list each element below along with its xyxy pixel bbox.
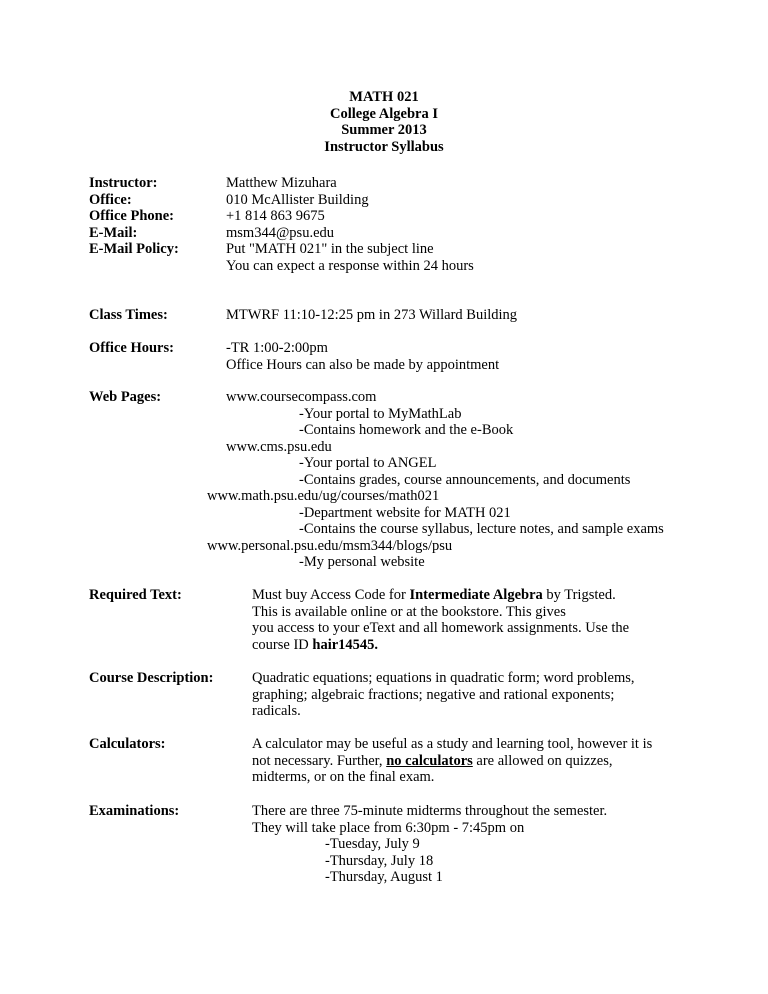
web-page-note: -Department website for MATH 021 [299,504,511,521]
email-policy-line-1: Put "MATH 021" in the subject line [226,241,434,257]
course-description-line: graphing; algebraic fractions; negative and rational exponents; [252,686,615,703]
course-code: MATH 021 [349,89,419,105]
web-page-url: www.coursecompass.com [226,389,377,405]
course-title: College Algebra I [330,105,438,122]
exam-date: -Thursday, July 18 [325,852,434,869]
office-hours-label: Office Hours: [89,340,174,356]
web-page-note: -My personal website [299,554,425,570]
contact-values [226,175,474,274]
web-page-note: -Contains homework and the e-Book [299,422,514,438]
email-policy-line-2: You can expect a response within 24 hours [226,257,474,274]
course-description-line: radicals. [252,703,301,719]
office-hours-line-1: -TR 1:00-2:00pm [226,340,328,356]
email-address: msm344@psu.edu [226,224,335,241]
document-title: Instructor Syllabus [324,138,444,155]
course-id: hair14545. [312,636,379,653]
exam-date: -Tuesday, July 9 [325,836,420,852]
course-description-label: Course Description: [89,670,214,686]
calculators-label: Calculators: [89,736,166,752]
email-label: E-Mail: [89,224,138,241]
email-policy-label: E-Mail Policy: [89,241,179,257]
required-text-line-1: Must buy Access Code for Intermediate Algebra by Trigsted. [252,587,616,603]
exam-date: -Thursday, August 1 [325,869,443,885]
office-label: Office: [89,191,132,208]
calculators-line-3: midterms, or on the final exam. [252,769,435,785]
instructor-name: Matthew Mizuhara [226,175,337,191]
required-text-line-3: you access to your eText and all homework assignments. Use the [252,620,630,636]
required-text-line-2: This is available online or at the bookstore. This gives [252,603,566,620]
calculators-line-1: A calculator may be useful as a study and learning tool, however it is [252,736,653,752]
class-times-label: Class Times: [89,307,168,323]
web-page-url: www.math.psu.edu/ug/courses/math021 [207,488,440,504]
office-location: 010 McAllister Building [226,191,369,208]
syllabus-header [0,89,768,155]
required-text-label: Required Text: [89,587,182,603]
office-hours-line-2: Office Hours can also be made by appointment [226,356,500,373]
web-page-note: -Your portal to ANGEL [299,455,437,471]
contact-labels [89,175,179,258]
instructor-label: Instructor: [89,175,158,191]
class-times-value: MTWRF 11:10-12:25 pm in 273 Willard Building [226,307,518,323]
required-text-line-4: course ID hair14545. [252,636,379,653]
web-pages-label: Web Pages: [89,389,162,405]
office-phone: +1 814 863 9675 [226,208,325,224]
examinations-line-2: They will take place from 6:30pm - 7:45pm on [252,819,525,836]
examinations-line-1: There are three 75-minute midterms throughout the semester. [252,803,608,819]
web-pages-list [207,389,664,571]
web-page-url: www.cms.psu.edu [226,438,332,455]
course-term: Summer 2013 [341,122,427,138]
calculators-line-2: not necessary. Further, no calculators are allowed on quizzes, [252,752,613,769]
no-calculators-emphasis: no calculators [386,752,473,769]
office-phone-label: Office Phone: [89,208,174,224]
web-page-note: -Your portal to MyMathLab [299,405,462,422]
web-page-url: www.personal.psu.edu/msm344/blogs/psu [207,537,453,554]
examinations-label: Examinations: [89,803,180,819]
web-page-note: -Contains grades, course announcements, and documents [299,471,631,488]
course-description-line: Quadratic equations; equations in quadratic form; word problems, [252,670,635,686]
textbook-title: Intermediate Algebra [409,587,543,603]
web-page-note: -Contains the course syllabus, lecture notes, and sample exams [299,521,664,537]
